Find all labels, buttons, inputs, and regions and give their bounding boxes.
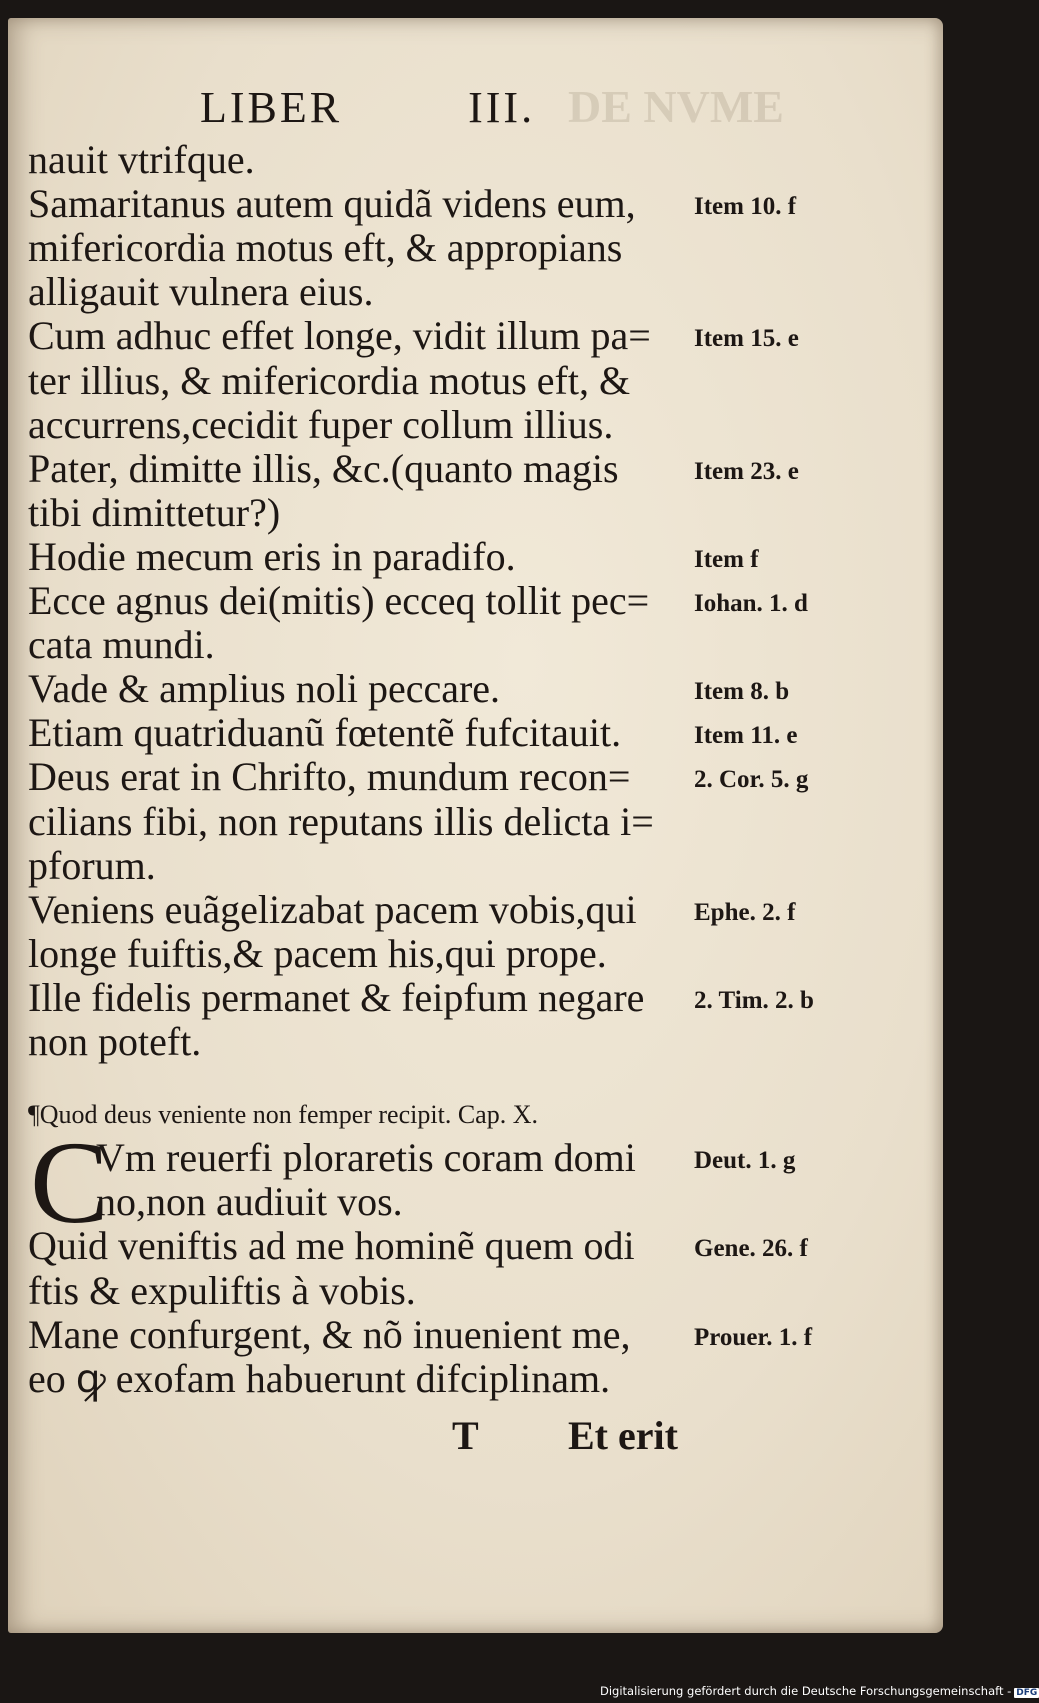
text-line: Ecce agnus dei(mitis) ecceq tollit pec= [28, 578, 650, 623]
catchword: Et erit [568, 1413, 678, 1458]
text-line: eo ꝙ exofam habuerunt difciplinam. [28, 1356, 611, 1401]
drop-cap-initial: C [30, 1117, 109, 1248]
text-line: no,non audiuit vos. [96, 1179, 403, 1225]
text-line: Hodie mecum eris in paradifo. [28, 533, 516, 579]
margin-reference: Item 10. f [694, 193, 797, 221]
margin-reference: Item 8. b [694, 678, 790, 706]
text-line: Quid veniftis ad me hominẽ quem odi [28, 1223, 635, 1269]
text-line: Vm reuerfi ploraretis coram domi [96, 1135, 636, 1180]
margin-reference: 2. Cor. 5. g [694, 766, 809, 794]
text-line: mifericordia motus eft, & appropians [28, 225, 623, 271]
text-line: tibi dimittetur?) [28, 489, 281, 535]
text-line: Pater, dimitte illis, &c.(quanto magis [28, 445, 619, 491]
bleed-through-text: DE NVME [568, 81, 784, 132]
footer-text: Digitalisierung gefördert durch die Deutsche Forschungsgemeinschaft - [600, 1684, 1012, 1698]
text-line: Vade & amplius noli peccare. [28, 666, 501, 712]
text-line: cilians fibi, non reputans illis delicta i= [28, 798, 654, 844]
dfg-logo: DFG [1016, 1688, 1038, 1698]
text-line: ter illius, & mifericordia motus eft, & [28, 357, 631, 403]
text-line: nauit vtrifque. [28, 137, 255, 182]
margin-reference: Item 15. e [694, 325, 799, 353]
text-line: pforum. [28, 842, 156, 888]
text-line: Mane confurgent, & nõ inuenient me, [28, 1311, 631, 1357]
text-line: Veniens euãgelizabat pacem vobis,qui [28, 886, 637, 932]
signature-mark: T [452, 1413, 479, 1458]
header-left: LIBER [200, 83, 343, 132]
text-line: Cum adhuc effet longe, vidit illum pa= [28, 313, 651, 359]
text-line: Etiam quatriduanũ fœtentẽ fufcitauit. [28, 710, 622, 756]
text-line: accurrens,cecidit fuper collum illius. [28, 401, 614, 447]
margin-reference: Item f [694, 545, 759, 573]
margin-reference: Ephe. 2. f [694, 898, 796, 926]
text-line: longe fuiftis,& pacem his,qui prope. [28, 930, 607, 976]
margin-reference: 2. Tim. 2. b [694, 986, 814, 1014]
text-line: non poteft. [28, 1019, 202, 1064]
running-header [200, 82, 535, 133]
margin-reference: Iohan. 1. d [694, 590, 808, 617]
margin-reference: Deut. 1. g [694, 1147, 796, 1174]
text-line: Deus erat in Chrifto, mundum recon= [28, 754, 631, 800]
margin-reference: Item 23. e [694, 457, 799, 485]
text-line: alligauit vulnera eius. [28, 269, 374, 315]
header-right: III. [468, 83, 536, 132]
chapter-heading: ¶Quod deus veniente non femper recipit. Cap. X. [28, 1100, 538, 1129]
margin-reference: Item 11. e [694, 722, 798, 750]
text-line: Ille fidelis permanet & feipfum negare [28, 974, 645, 1020]
text-line: cata mundi. [28, 622, 215, 668]
margin-reference: Prouer. 1. f [694, 1323, 813, 1351]
footer-credit [600, 1684, 1038, 1698]
margin-reference: Gene. 26. f [694, 1235, 808, 1263]
text-line: ftis & expuliftis à vobis. [28, 1267, 416, 1313]
text-line: Samaritanus autem quidã videns eum, [28, 181, 636, 227]
